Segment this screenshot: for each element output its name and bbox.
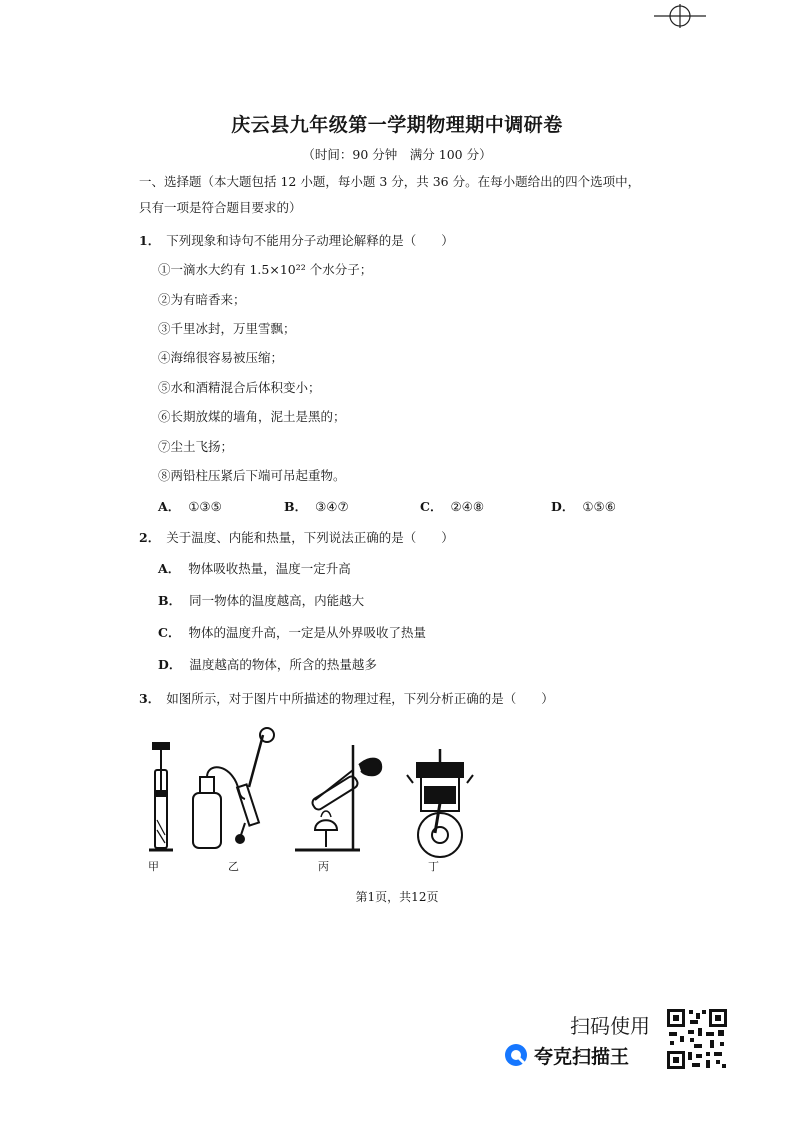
q1-item-2: ②为有暗香来； (158, 292, 246, 307)
q2-choice-c: C． 物体的温度升高，一定是从外界吸收了热量 (158, 625, 426, 640)
q2-choice-b: B． 同一物体的温度越高，内能越大 (158, 593, 365, 608)
question-1-number: 1． (139, 233, 161, 248)
question-2-stem (139, 528, 454, 546)
figure-label-jia: 甲 (148, 860, 159, 873)
q1-item-4: ④海绵很容易被压缩； (158, 350, 284, 365)
q1-choice-b: B． ③④⑦ (284, 499, 349, 514)
question-3-number: 3． (139, 691, 161, 706)
q1-item-6: ⑥长期放煤的墙角，泥土是黑的； (158, 409, 346, 424)
exam-subtitle: （时间：90 分钟 满分 100 分） (302, 147, 492, 162)
q1-item-7: ⑦尘土飞扬； (158, 439, 234, 454)
registration-mark (652, 2, 708, 30)
section-instructions-line-2: 只有一项是符合题目要求的） (139, 200, 302, 215)
q2-choice-a: A． 物体吸收热量，温度一定升高 (158, 561, 351, 576)
figure-label-bing: 丙 (318, 860, 329, 873)
q1-item-5: ⑤水和酒精混合后体积变小； (158, 380, 321, 395)
scan-to-use-text: 扫码使用 (570, 1014, 650, 1038)
figure-jia-apparatus (149, 743, 173, 850)
section-instructions-line-1: 一、选择题（本大题包括 12 小题，每小题 3 分，共 36 分。在每小题给出的四个选项中， (139, 174, 641, 189)
q2-choice-d: D． 温度越高的物体，所含的热量越多 (158, 657, 377, 672)
question-3-figure (145, 725, 475, 875)
quark-logo-icon (504, 1043, 528, 1067)
figure-label-ding: 丁 (428, 860, 439, 873)
figure-label-yi: 乙 (228, 860, 239, 873)
q1-item-1: ①一滴水大约有 1.5×10²² 个水分子； (158, 262, 373, 277)
question-2-number: 2． (139, 530, 161, 545)
q1-item-8: ⑧两铅柱压紧后下端可吊起重物。 (158, 468, 346, 483)
q1-choice-d: D． ①⑤⑥ (551, 499, 616, 514)
page-number: 第1页，共12页 (355, 890, 439, 904)
q1-choice-c: C． ②④⑧ (420, 499, 485, 514)
question-3-text: 如图所示，对于图片中所描述的物理过程，下列分析正确的是（ ） (166, 691, 554, 706)
figure-ding-apparatus (407, 749, 473, 857)
question-3-stem (139, 689, 554, 707)
question-2-text: 关于温度、内能和热量，下列说法正确的是（ ） (166, 530, 454, 545)
question-1-stem (139, 231, 454, 249)
scanner-brand-name: 夸克扫描王 (534, 1045, 630, 1068)
qr-code-icon (666, 1008, 728, 1070)
q1-item-3: ③千里冰封，万里雪飘； (158, 321, 296, 336)
figure-yi-apparatus (193, 728, 274, 848)
exam-title: 庆云县九年级第一学期物理期中调研卷 (231, 114, 563, 136)
scanner-brand (504, 1040, 629, 1070)
q1-choice-a: A． ①③⑤ (158, 499, 222, 514)
question-1-text: 下列现象和诗句不能用分子动理论解释的是（ ） (166, 233, 454, 248)
figure-bing-apparatus (295, 745, 381, 850)
